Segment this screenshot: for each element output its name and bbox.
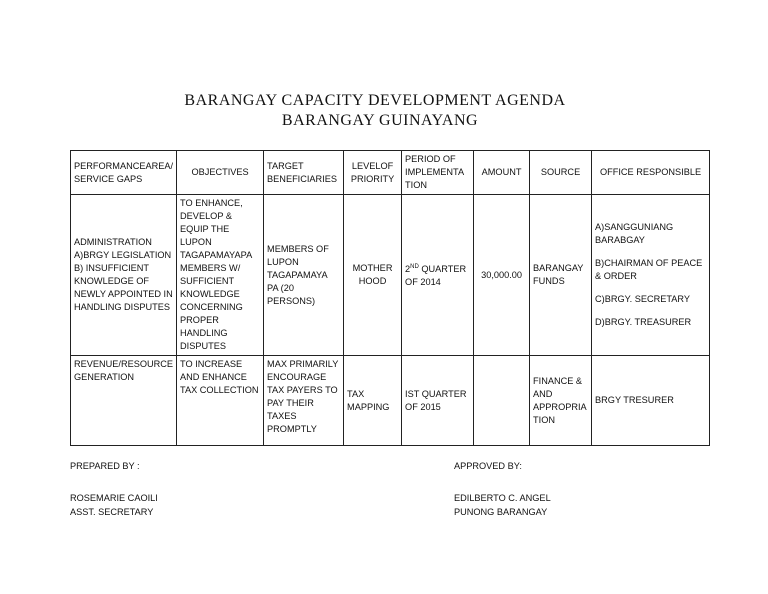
- header-objectives: OBJECTIVES: [177, 151, 264, 195]
- cell-source: FINANCE & AND APPROPRIA TION: [530, 356, 592, 446]
- office-item: C)BRGY. SECRETARY: [595, 294, 691, 304]
- cell-beneficiaries: MAX PRIMARILY ENCOURAGE TAX PAYERS TO PAY THEIR TAXES PROMPTLY: [264, 356, 344, 446]
- prepared-by-label: PREPARED BY :: [70, 461, 140, 471]
- cell-source: BARANGAY FUNDS: [530, 195, 592, 356]
- header-source: SOURCE: [530, 151, 592, 195]
- prepared-by-title: ASST. SECRETARY: [70, 507, 154, 517]
- cell-priority: TAX MAPPING: [344, 356, 402, 446]
- table-header-row: [71, 151, 710, 195]
- header-office: OFFICE RESPONSIBLE: [592, 151, 710, 195]
- approved-by-title: PUNONG BARANGAY: [454, 507, 548, 517]
- document-title: BARANGAY CAPACITY DEVELOPMENT AGENDA: [184, 92, 566, 109]
- header-beneficiaries: TARGET BENEFICIARIES: [264, 151, 344, 195]
- cell-amount: [474, 356, 530, 446]
- cell-office: BRGY TRESURER: [592, 356, 710, 446]
- cell-period: IST QUARTER OF 2015: [402, 356, 474, 446]
- document-subtitle: BARANGAY GUINAYANG: [281, 112, 479, 129]
- header-amount: AMOUNT: [474, 151, 530, 195]
- cell-gaps: REVENUE/RESOURCE GENERATION: [71, 356, 177, 446]
- table-row: [71, 356, 710, 446]
- prepared-by-name: ROSEMARIE CAOILI: [70, 493, 158, 503]
- agenda-table: [70, 150, 710, 446]
- cell-objectives: TO INCREASE AND ENHANCE TAX COLLECTION: [177, 356, 264, 446]
- table-row: [71, 195, 710, 356]
- approved-by-name: EDILBERTO C. ANGEL: [454, 493, 551, 503]
- office-item: A)SANGGUNIANG BARABGAY: [595, 222, 674, 245]
- cell-priority: MOTHER HOOD: [344, 195, 402, 356]
- cell-objectives: TO ENHANCE, DEVELOP & EQUIP THE LUPON TAGAPAMAYAPA MEMBERS W/ SUFFICIENT KNOWLEDGE CONCERNING PROPER HANDLING DISPUTES: [177, 195, 264, 356]
- cell-beneficiaries: MEMBERS OF LUPON TAGAPAMAYA PA (20 PERSONS): [264, 195, 344, 356]
- office-item: D)BRGY. TREASURER: [595, 317, 692, 327]
- header-gaps: PERFORMANCEAREA/ SERVICE GAPS: [71, 151, 177, 195]
- cell-gaps: ADMINISTRATION A)BRGY LEGISLATION B) INSUFFICIENT KNOWLEDGE OF NEWLY APPOINTED IN HANDLING DISPUTES: [71, 195, 177, 356]
- header-priority: LEVELOF PRIORITY: [344, 151, 402, 195]
- cell-amount: 30,000.00: [474, 195, 530, 356]
- office-item: B)CHAIRMAN OF PEACE & ORDER: [595, 258, 703, 281]
- header-period: PERIOD OF IMPLEMENTA TION: [402, 151, 474, 195]
- cell-period: 2ND QUARTER OF 2014: [402, 195, 474, 356]
- approved-by-label: APPROVED BY:: [454, 461, 522, 471]
- cell-office: [592, 195, 710, 356]
